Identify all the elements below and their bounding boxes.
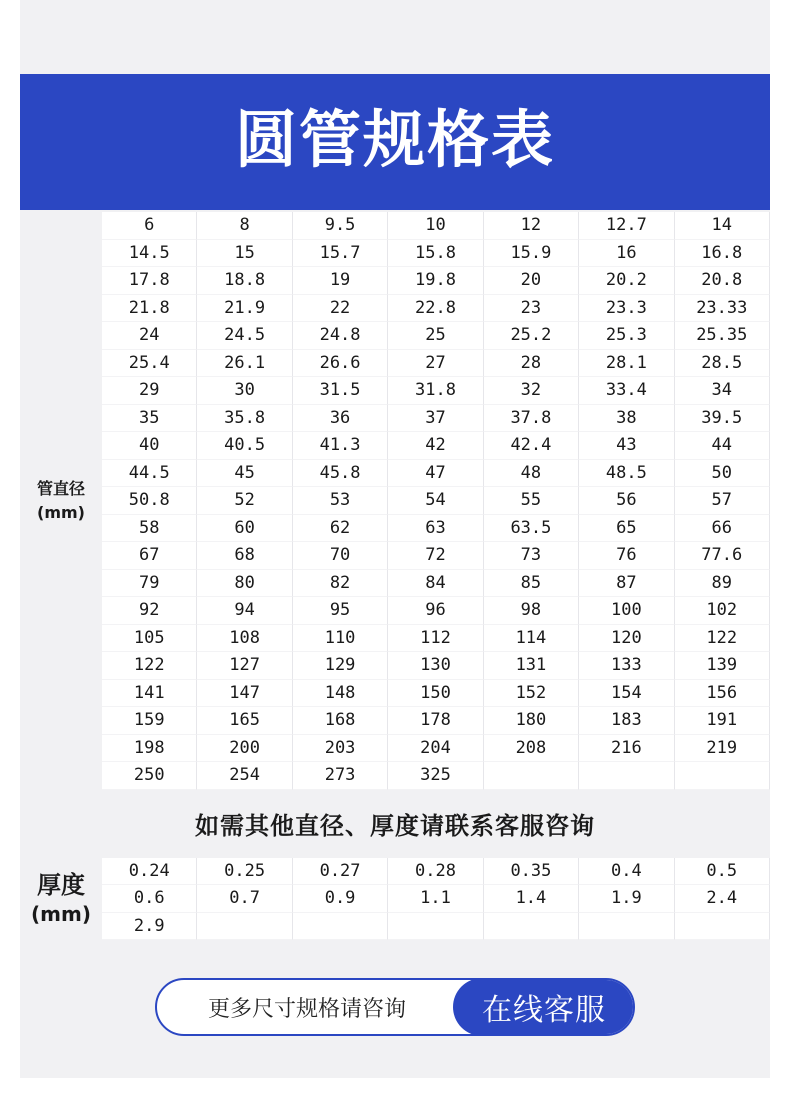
thickness-cell: 0.4 (579, 858, 674, 885)
diameter-cell: 198 (102, 735, 197, 763)
diameter-cell: 42 (388, 432, 483, 460)
thickness-cell: 0.6 (102, 885, 197, 912)
diameter-cell: 129 (293, 652, 388, 680)
diameter-cell: 40 (102, 432, 197, 460)
diameter-cell: 70 (293, 542, 388, 570)
consult-text: 更多尺寸规格请咨询 (207, 996, 406, 1022)
diameter-cell: 15.7 (293, 240, 388, 268)
diameter-cell: 60 (197, 515, 292, 543)
diameter-cell: 148 (293, 680, 388, 708)
diameter-cell: 36 (293, 405, 388, 433)
diameter-cell: 27 (388, 350, 483, 378)
diameter-table (102, 212, 770, 790)
thickness-section (20, 858, 770, 940)
diameter-cell: 23.3 (579, 295, 674, 323)
diameter-cell: 21.9 (197, 295, 292, 323)
diameter-cell: 53 (293, 487, 388, 515)
diameter-cell: 25.3 (579, 322, 674, 350)
diameter-cell: 20 (484, 267, 579, 295)
header-banner (20, 74, 770, 210)
diameter-cell: 95 (293, 597, 388, 625)
diameter-cell: 325 (388, 762, 483, 790)
diameter-cell: 25.2 (484, 322, 579, 350)
diameter-cell: 23 (484, 295, 579, 323)
diameter-cell: 34 (675, 377, 770, 405)
diameter-cell: 48.5 (579, 460, 674, 488)
diameter-cell: 15.8 (388, 240, 483, 268)
diameter-cell: 250 (102, 762, 197, 790)
diameter-cell: 38 (579, 405, 674, 433)
diameter-cell: 31.8 (388, 377, 483, 405)
diameter-cell: 44 (675, 432, 770, 460)
diameter-cell: 159 (102, 707, 197, 735)
diameter-cell: 62 (293, 515, 388, 543)
diameter-cell: 47 (388, 460, 483, 488)
diameter-cell: 30 (197, 377, 292, 405)
diameter-cell: 178 (388, 707, 483, 735)
thickness-cell: 0.27 (293, 858, 388, 885)
diameter-cell: 110 (293, 625, 388, 653)
thickness-table (102, 858, 770, 940)
diameter-cell: 22 (293, 295, 388, 323)
diameter-cell: 112 (388, 625, 483, 653)
diameter-cell: 141 (102, 680, 197, 708)
thickness-label-text: 厚度 (37, 871, 85, 899)
diameter-cell: 25.4 (102, 350, 197, 378)
diameter-cell: 68 (197, 542, 292, 570)
thickness-cell: 0.5 (675, 858, 770, 885)
diameter-cell: 108 (197, 625, 292, 653)
diameter-cell: 114 (484, 625, 579, 653)
diameter-cell: 87 (579, 570, 674, 598)
diameter-cell: 152 (484, 680, 579, 708)
diameter-cell: 28.5 (675, 350, 770, 378)
diameter-cell (484, 762, 579, 790)
diameter-cell: 21.8 (102, 295, 197, 323)
diameter-cell: 14.5 (102, 240, 197, 268)
thickness-cell: 0.24 (102, 858, 197, 885)
diameter-cell: 94 (197, 597, 292, 625)
consult-bar[interactable] (155, 978, 635, 1036)
thickness-cell (293, 913, 388, 940)
diameter-cell: 48 (484, 460, 579, 488)
diameter-cell: 122 (102, 652, 197, 680)
diameter-cell: 40.5 (197, 432, 292, 460)
diameter-cell: 17.8 (102, 267, 197, 295)
thickness-cell (484, 913, 579, 940)
diameter-cell: 39.5 (675, 405, 770, 433)
diameter-cell: 22.8 (388, 295, 483, 323)
diameter-cell: 57 (675, 487, 770, 515)
diameter-cell: 133 (579, 652, 674, 680)
diameter-cell: 24.8 (293, 322, 388, 350)
diameter-cell: 18.8 (197, 267, 292, 295)
diameter-cell: 100 (579, 597, 674, 625)
diameter-cell: 28 (484, 350, 579, 378)
diameter-cell: 200 (197, 735, 292, 763)
diameter-cell: 52 (197, 487, 292, 515)
diameter-cell: 25 (388, 322, 483, 350)
diameter-cell: 32 (484, 377, 579, 405)
diameter-cell: 254 (197, 762, 292, 790)
diameter-cell: 65 (579, 515, 674, 543)
thickness-cell: 0.7 (197, 885, 292, 912)
diameter-cell: 8 (197, 212, 292, 240)
diameter-cell: 19.8 (388, 267, 483, 295)
diameter-cell: 79 (102, 570, 197, 598)
diameter-cell: 20.2 (579, 267, 674, 295)
diameter-cell: 183 (579, 707, 674, 735)
diameter-cell: 58 (102, 515, 197, 543)
diameter-cell: 66 (675, 515, 770, 543)
diameter-cell: 16 (579, 240, 674, 268)
thickness-cell: 1.4 (484, 885, 579, 912)
diameter-cell: 216 (579, 735, 674, 763)
diameter-cell: 72 (388, 542, 483, 570)
diameter-cell: 28.1 (579, 350, 674, 378)
diameter-cell: 105 (102, 625, 197, 653)
diameter-cell: 208 (484, 735, 579, 763)
diameter-cell: 73 (484, 542, 579, 570)
thickness-cell: 2.4 (675, 885, 770, 912)
diameter-label-unit: (mm) (37, 503, 85, 522)
diameter-cell: 203 (293, 735, 388, 763)
diameter-cell: 85 (484, 570, 579, 598)
diameter-cell: 82 (293, 570, 388, 598)
diameter-cell: 26.6 (293, 350, 388, 378)
thickness-cell: 1.1 (388, 885, 483, 912)
page (20, 0, 770, 1078)
diameter-cell: 15 (197, 240, 292, 268)
thickness-label-unit: (mm) (31, 902, 91, 926)
diameter-cell: 16.8 (675, 240, 770, 268)
diameter-cell: 122 (675, 625, 770, 653)
thickness-cell: 0.25 (197, 858, 292, 885)
diameter-cell: 204 (388, 735, 483, 763)
diameter-cell: 20.8 (675, 267, 770, 295)
diameter-cell: 219 (675, 735, 770, 763)
diameter-cell: 147 (197, 680, 292, 708)
diameter-cell: 50 (675, 460, 770, 488)
diameter-cell: 165 (197, 707, 292, 735)
diameter-cell: 15.9 (484, 240, 579, 268)
diameter-cell: 156 (675, 680, 770, 708)
diameter-cell: 92 (102, 597, 197, 625)
diameter-cell: 12.7 (579, 212, 674, 240)
diameter-cell: 9.5 (293, 212, 388, 240)
diameter-cell: 43 (579, 432, 674, 460)
diameter-cell: 35 (102, 405, 197, 433)
diameter-cell: 63 (388, 515, 483, 543)
diameter-cell: 45 (197, 460, 292, 488)
diameter-cell: 89 (675, 570, 770, 598)
diameter-cell: 77.6 (675, 542, 770, 570)
diameter-label-text: 管直径 (36, 479, 85, 498)
thickness-cell (579, 913, 674, 940)
diameter-cell: 14 (675, 212, 770, 240)
diameter-cell: 67 (102, 542, 197, 570)
thickness-cell: 1.9 (579, 885, 674, 912)
online-service-button[interactable]: 在线客服 (453, 978, 635, 1036)
diameter-cell: 31.5 (293, 377, 388, 405)
diameter-cell: 41.3 (293, 432, 388, 460)
diameter-cell: 191 (675, 707, 770, 735)
diameter-cell: 24 (102, 322, 197, 350)
thickness-cell: 0.35 (484, 858, 579, 885)
diameter-cell: 42.4 (484, 432, 579, 460)
diameter-cell: 37.8 (484, 405, 579, 433)
diameter-cell: 168 (293, 707, 388, 735)
diameter-cell: 130 (388, 652, 483, 680)
thickness-cell (197, 913, 292, 940)
diameter-cell: 10 (388, 212, 483, 240)
diameter-cell: 180 (484, 707, 579, 735)
diameter-cell: 37 (388, 405, 483, 433)
thickness-cell (388, 913, 483, 940)
diameter-cell: 45.8 (293, 460, 388, 488)
diameter-cell: 80 (197, 570, 292, 598)
diameter-cell: 131 (484, 652, 579, 680)
diameter-cell: 139 (675, 652, 770, 680)
contact-notice: 如需其他直径、厚度请联系客服咨询 (195, 812, 595, 840)
diameter-section (20, 212, 770, 790)
diameter-cell: 35.8 (197, 405, 292, 433)
diameter-cell: 102 (675, 597, 770, 625)
diameter-cell: 44.5 (102, 460, 197, 488)
diameter-cell: 120 (579, 625, 674, 653)
diameter-cell: 6 (102, 212, 197, 240)
diameter-cell: 50.8 (102, 487, 197, 515)
diameter-cell: 76 (579, 542, 674, 570)
diameter-cell: 25.35 (675, 322, 770, 350)
diameter-cell: 63.5 (484, 515, 579, 543)
diameter-cell: 54 (388, 487, 483, 515)
thickness-cell (675, 913, 770, 940)
diameter-cell: 12 (484, 212, 579, 240)
diameter-cell: 33.4 (579, 377, 674, 405)
diameter-cell: 98 (484, 597, 579, 625)
diameter-cell: 154 (579, 680, 674, 708)
diameter-cell (675, 762, 770, 790)
diameter-label (20, 212, 102, 790)
diameter-cell: 84 (388, 570, 483, 598)
diameter-cell: 29 (102, 377, 197, 405)
diameter-cell: 96 (388, 597, 483, 625)
diameter-cell: 23.33 (675, 295, 770, 323)
diameter-cell: 55 (484, 487, 579, 515)
diameter-cell: 19 (293, 267, 388, 295)
thickness-cell: 2.9 (102, 913, 197, 940)
diameter-cell: 150 (388, 680, 483, 708)
diameter-cell: 127 (197, 652, 292, 680)
thickness-cell: 0.9 (293, 885, 388, 912)
diameter-cell: 26.1 (197, 350, 292, 378)
diameter-cell (579, 762, 674, 790)
thickness-label (20, 858, 102, 940)
thickness-cell: 0.28 (388, 858, 483, 885)
diameter-cell: 273 (293, 762, 388, 790)
diameter-cell: 24.5 (197, 322, 292, 350)
page-title: 圆管规格表 (234, 103, 555, 176)
diameter-cell: 56 (579, 487, 674, 515)
